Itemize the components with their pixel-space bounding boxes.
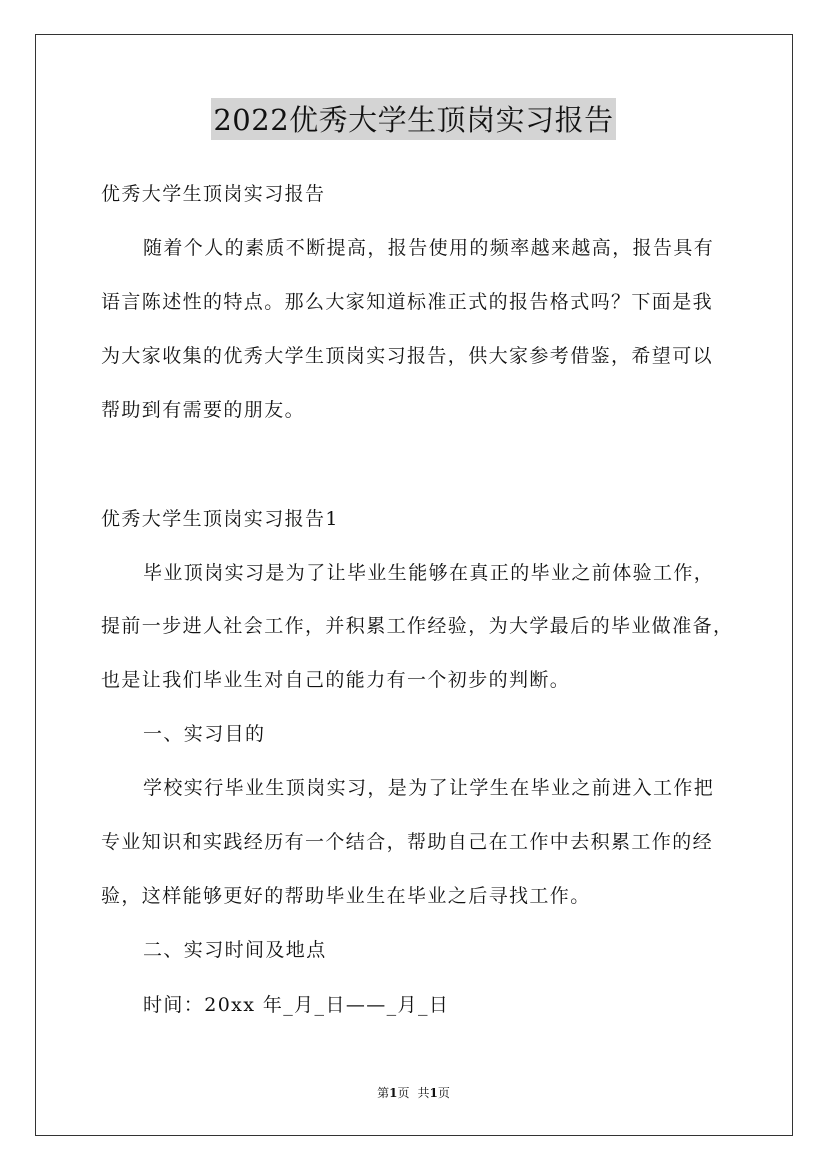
document-title: 2022优秀大学生顶岗实习报告 bbox=[211, 98, 615, 140]
paragraph-line: 帮助到有需要的朋友。 bbox=[101, 399, 306, 421]
section-heading: 优秀大学生顶岗实习报告1 bbox=[101, 508, 339, 530]
paragraph-line: 为大家收集的优秀大学生顶岗实习报告，供大家参考借鉴，希望可以 bbox=[101, 345, 714, 367]
paragraph-line: 学校实行毕业生顶岗实习，是为了让学生在毕业之前进入工作把 bbox=[143, 777, 715, 799]
total-prefix: 共 bbox=[417, 1086, 430, 1100]
paragraph-line: 毕业顶岗实习是为了让毕业生能够在真正的毕业之前体验工作， bbox=[143, 562, 715, 584]
subsection-heading: 二、实习时间及地点 bbox=[143, 939, 327, 961]
paragraph-line: 专业知识和实践经历有一个结合，帮助自己在工作中去积累工作的经 bbox=[101, 831, 714, 853]
page-footer bbox=[0, 1085, 827, 1101]
page-prefix: 第 bbox=[377, 1086, 390, 1100]
title-container bbox=[0, 98, 827, 140]
paragraph-line: 提前一步进人社会工作，并积累工作经验，为大学最后的毕业做准备， bbox=[101, 615, 734, 637]
page-current: 1 bbox=[389, 1086, 398, 1100]
subsection-heading: 一、实习目的 bbox=[143, 723, 266, 745]
page-total: 1 bbox=[429, 1086, 438, 1100]
paragraph-line: 随着个人的素质不断提高，报告使用的频率越来越高，报告具有 bbox=[143, 237, 715, 259]
total-suffix: 页 bbox=[437, 1086, 450, 1100]
paragraph-line: 验，这样能够更好的帮助毕业生在毕业之后寻找工作。 bbox=[101, 885, 591, 907]
page-suffix: 页 bbox=[397, 1086, 410, 1100]
paragraph-line: 语言陈述性的特点。那么大家知道标准正式的报告格式吗？下面是我 bbox=[101, 291, 714, 313]
time-line: 时间：20xx 年_月_日——_月_日 bbox=[143, 994, 450, 1016]
paragraph-line: 也是让我们毕业生对自己的能力有一个初步的判断。 bbox=[101, 669, 571, 691]
intro-heading: 优秀大学生顶岗实习报告 bbox=[101, 183, 326, 205]
